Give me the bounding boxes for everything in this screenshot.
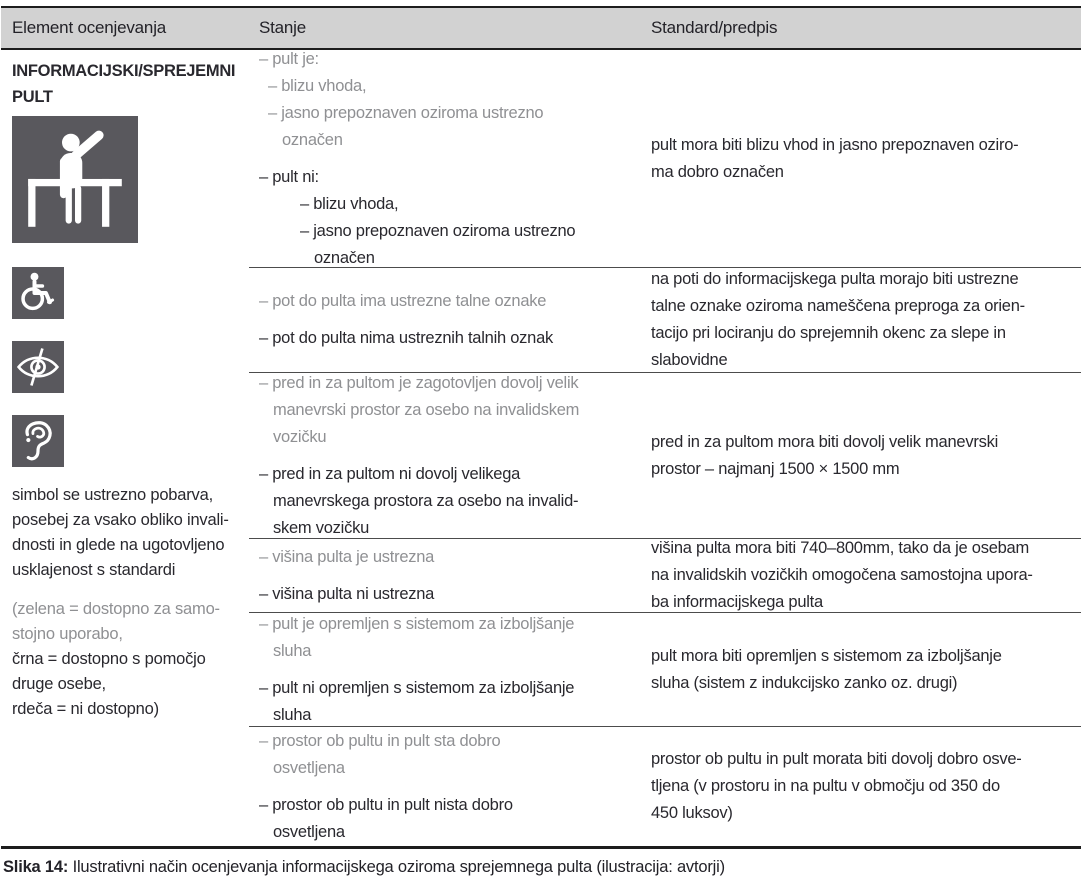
stanje-cell-row4 [249, 538, 641, 612]
legend-line-red: rdeča = ni dostopno) [12, 700, 159, 718]
legend-line-green: (zelena = dostopno za samo- [12, 600, 220, 618]
standard-line: pult mora biti opremljen s sistemom za izboljšanje [651, 646, 1002, 665]
stanje-item: – blizu vhoda, [268, 76, 367, 95]
standard-line: pult mora biti blizu vhod in jasno prepoznaven oziro- [651, 135, 1019, 154]
standard-line: tacijo pri lociranju do sprejemnih okenc za slepe in [651, 324, 1006, 342]
note-line: posebej za vsako obliko invali- [12, 511, 229, 529]
stanje-item: – pot do pulta nima ustreznih talnih oznak [259, 329, 554, 347]
stanje-item: – pot do pulta ima ustrezne talne oznake [259, 292, 547, 310]
standard-line: ba informacijskega pulta [651, 593, 823, 611]
stanje-item: – pult ni opremljen s sistemom za izboljšanje [259, 678, 575, 697]
standard-line: slabovidne [651, 351, 728, 369]
note-line: usklajenost s standardi [12, 561, 176, 579]
stanje-item-continuation: označen [282, 130, 343, 149]
legend-line-green: stojno uporabo, [12, 625, 123, 643]
wheelchair-icon [12, 267, 64, 319]
standard-line: tljena (v prostoru in na pultu v območju od 350 do [651, 777, 1000, 795]
note-line: dnosti in glede na ugotovljeno [12, 536, 225, 554]
table-body [1, 50, 1081, 846]
figure-caption [1, 858, 1083, 877]
element-title-line1: INFORMACIJSKI/SPREJEMNI [12, 62, 236, 80]
stanje-cell-row3 [249, 372, 641, 538]
stanje-item: – pred in za pultom je zagotovljen dovolj velik [259, 373, 579, 392]
stanje-cell-row1 [249, 50, 641, 267]
stanje-item: – pred in za pultom ni dovolj velikega [259, 464, 521, 483]
standard-line: višina pulta mora biti 740–800mm, tako da je osebam [651, 539, 1029, 557]
stanje-cell-row2 [249, 267, 641, 372]
standard-cell-row6 [641, 726, 1081, 846]
stanje-item-continuation: sluha [273, 641, 312, 660]
header-element-ocenjevanja: Element ocenjevanja [12, 18, 167, 37]
stanje-item-continuation: vozičku [273, 427, 327, 446]
stanje-item: – blizu vhoda, [300, 194, 399, 213]
stanje-item: – prostor ob pultu in pult sta dobro [259, 731, 501, 750]
standard-line: sluha (sistem z indukcijsko zanko oz. drugi) [651, 673, 958, 692]
stanje-item: – višina pulta je ustrezna [259, 547, 435, 566]
element-title-line2: PULT [12, 88, 53, 106]
stanje-item: – prostor ob pultu in pult nista dobro [259, 795, 513, 814]
standard-line: na invalidskih vozičkih omogočena samostojna upora- [651, 566, 1033, 584]
standard-cell-row4 [641, 538, 1081, 612]
stanje-cell-row5 [249, 612, 641, 726]
stanje-item-continuation: manevrskega prostora za osebo na invalid- [273, 491, 579, 510]
stanje-item-continuation: označen [314, 248, 375, 267]
color-legend [12, 597, 241, 722]
note-line: simbol se ustrezno pobarva, [12, 486, 213, 504]
stanje-item-continuation: manevrski prostor za osebo na invalidskem [273, 400, 580, 419]
element-note [12, 483, 241, 583]
stanje-item: – jasno prepoznaven oziroma ustrezno [268, 103, 544, 122]
hearing-impairment-icon [12, 415, 64, 467]
standard-line: talne oznake oziroma nameščena preproga za orien- [651, 297, 1025, 315]
stanje-item: – pult je: [259, 49, 319, 68]
stanje-cell-row6 [249, 726, 641, 846]
stanje-item: – jasno prepoznaven oziroma ustrezno [300, 221, 576, 240]
stanje-item-continuation: osvetljena [273, 758, 345, 777]
element-column [1, 50, 249, 846]
standard-cell-row1 [641, 50, 1081, 267]
figure-caption-label: Slika 14: [3, 858, 69, 876]
standard-cell-row3 [641, 372, 1081, 538]
stanje-item: – pult ni: [259, 167, 319, 186]
information-desk-icon [12, 116, 138, 243]
legend-line-black: črna = dostopno s pomočjo [12, 650, 206, 668]
stanje-item: – pult je opremljen s sistemom za izboljšanje [259, 614, 575, 633]
table-header-row [1, 8, 1081, 50]
assessment-table [1, 6, 1081, 849]
stanje-item: – višina pulta ni ustrezna [259, 584, 435, 603]
standard-line: prostor ob pultu in pult morata biti dovolj dobro osve- [651, 750, 1022, 768]
stanje-item-continuation: sluha [273, 705, 312, 724]
standard-line: pred in za pultom mora biti dovolj velik manevrski [651, 432, 998, 451]
stanje-item-continuation: skem vozičku [273, 518, 370, 537]
standard-line: 450 luksov) [651, 804, 733, 822]
header-stanje: Stanje [259, 18, 307, 37]
legend-line-black: druge osebe, [12, 675, 106, 693]
header-standard-predpis: Standard/predpis [651, 18, 778, 37]
standard-line: prostor – najmanj 1500 × 1500 mm [651, 459, 900, 478]
standard-cell-row2 [641, 267, 1081, 372]
low-vision-icon [12, 341, 64, 393]
standard-line: na poti do informacijskega pulta morajo biti ustrezne [651, 270, 1019, 288]
standard-cell-row5 [641, 612, 1081, 726]
figure-caption-text: Ilustrativni način ocenjevanja informacijskega oziroma sprejemnega pulta (ilustracija: avtorji) [72, 858, 725, 876]
standard-line: ma dobro označen [651, 162, 784, 181]
stanje-item-continuation: osvetljena [273, 822, 345, 841]
